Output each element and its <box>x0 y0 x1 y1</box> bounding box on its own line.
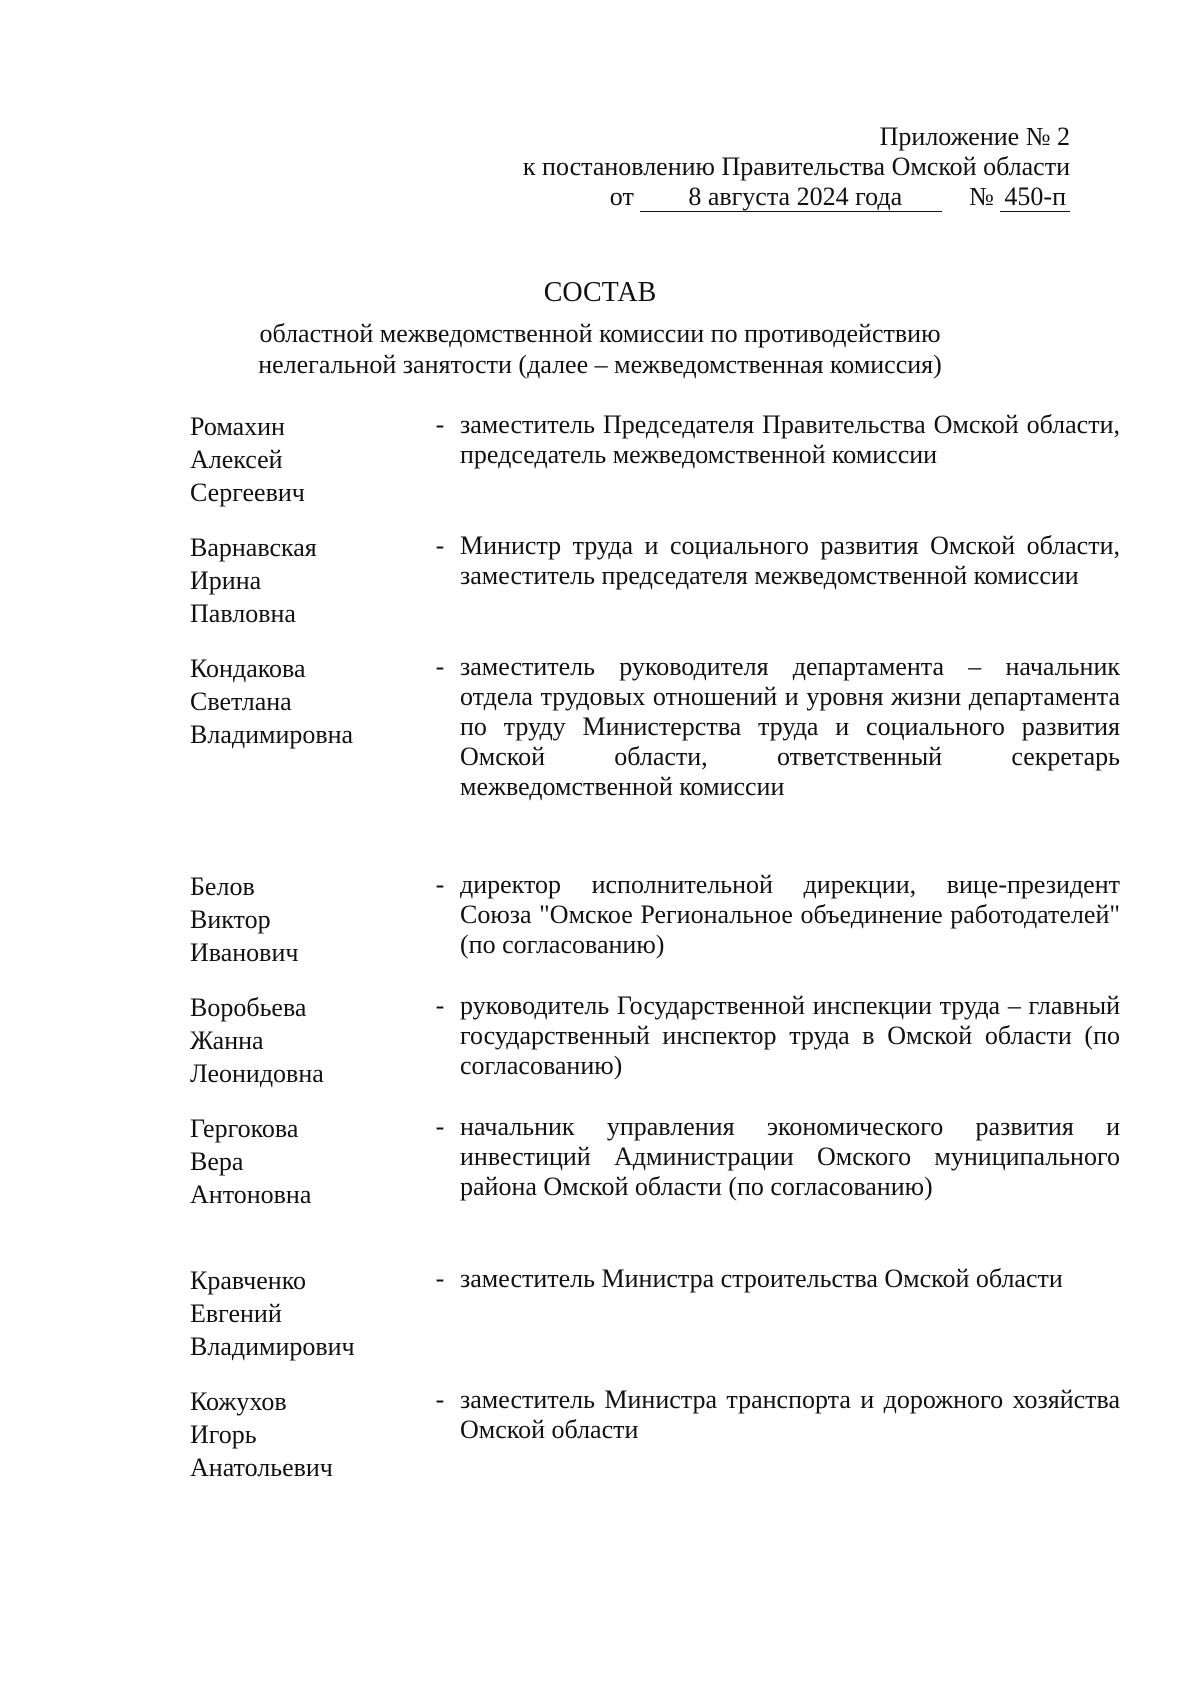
member-surname: Кожухов <box>190 1387 287 1416</box>
member-patronymic: Павловна <box>190 599 296 628</box>
subtitle-line-1: областной межведомственной комиссии по противодействию <box>259 319 941 348</box>
appendix-reference: к постановлению Правительства Омской области <box>522 152 1070 181</box>
member-entry <box>190 410 1120 531</box>
member-position: заместитель Председателя Правительства Омской области, председатель межведомственной комиссии <box>460 410 1120 469</box>
date-prefix: от <box>609 182 634 211</box>
number-value: 450-п <box>1000 183 1070 212</box>
member-entry <box>190 652 1120 870</box>
member-first-name: Алексей <box>190 445 283 474</box>
member-dash: - <box>435 870 445 899</box>
member-name <box>190 870 420 991</box>
member-surname: Кондакова <box>190 654 306 683</box>
member-patronymic: Анатольевич <box>190 1453 333 1482</box>
member-surname: Воробьева <box>190 993 307 1022</box>
member-first-name: Жанна <box>190 1026 264 1055</box>
member-first-name: Игорь <box>190 1420 257 1449</box>
member-dash: - <box>435 531 445 560</box>
number-prefix: № <box>969 182 994 211</box>
member-entry <box>190 870 1120 991</box>
date-value: 8 августа 2024 года <box>640 183 942 212</box>
member-position: директор исполнительной дирекции, вице-президент Союза "Омское Региональное объединение работодателей" (по согласованию) <box>460 870 1120 959</box>
member-first-name: Вера <box>190 1147 244 1176</box>
member-position: заместитель Министра транспорта и дорожного хозяйства Омской области <box>460 1385 1120 1444</box>
member-first-name: Виктор <box>190 905 271 934</box>
member-first-name: Евгений <box>190 1299 282 1328</box>
member-patronymic: Владимировна <box>190 720 354 749</box>
member-patronymic: Антоновна <box>190 1180 312 1209</box>
member-patronymic: Иванович <box>190 938 299 967</box>
appendix-header <box>523 122 1070 212</box>
member-dash: - <box>435 1385 445 1414</box>
member-name <box>190 652 420 870</box>
member-position: Министр труда и социального развития Омской области, заместитель председателя межведомственной комиссии <box>460 531 1120 590</box>
member-name <box>190 1385 420 1495</box>
member-dash: - <box>435 991 445 1020</box>
member-name <box>190 991 420 1112</box>
member-surname: Варнавская <box>190 533 317 562</box>
member-patronymic: Владимирович <box>190 1332 355 1361</box>
appendix-date-number <box>523 182 1070 212</box>
member-position: заместитель руководителя департамента – начальник отдела трудовых отношений и уровня жизни департамента по труду Министерства труда и социального развития Омской области, ответственный секретарь межведомственной комиссии <box>460 652 1120 801</box>
member-patronymic: Леонидовна <box>190 1059 324 1088</box>
member-entry <box>190 1385 1120 1495</box>
member-first-name: Ирина <box>190 566 262 595</box>
member-entry <box>190 991 1120 1112</box>
member-entry <box>190 1264 1120 1385</box>
member-dash: - <box>435 652 445 681</box>
member-entry <box>190 1112 1120 1264</box>
member-entry <box>190 531 1120 652</box>
member-position: начальник управления экономического развития и инвестиций Администрации Омского муниципального района Омской области (по согласованию) <box>460 1112 1120 1201</box>
member-name <box>190 531 420 652</box>
member-first-name: Светлана <box>190 687 292 716</box>
document-title: СОСТАВ <box>543 277 657 308</box>
member-position: руководитель Государственной инспекции труда – главный государственный инспектор труда в Омской области (по согласованию) <box>460 991 1120 1080</box>
member-surname: Кравченко <box>190 1266 307 1295</box>
member-name <box>190 1264 420 1385</box>
member-surname: Ромахин <box>190 412 285 441</box>
member-name <box>190 410 420 531</box>
member-dash: - <box>435 410 445 439</box>
member-name <box>190 1112 420 1264</box>
member-dash: - <box>435 1264 445 1293</box>
member-surname: Гергокова <box>190 1114 299 1143</box>
member-position: заместитель Министра строительства Омской области <box>460 1264 1063 1293</box>
member-patronymic: Сергеевич <box>190 478 305 507</box>
document-subtitle <box>0 318 1200 380</box>
member-dash: - <box>435 1112 445 1141</box>
subtitle-line-2: нелегальной занятости (далее – межведомственная комиссия) <box>258 350 942 379</box>
member-surname: Белов <box>190 872 255 901</box>
appendix-title: Приложение № 2 <box>879 122 1070 151</box>
members-list <box>190 410 1120 1495</box>
